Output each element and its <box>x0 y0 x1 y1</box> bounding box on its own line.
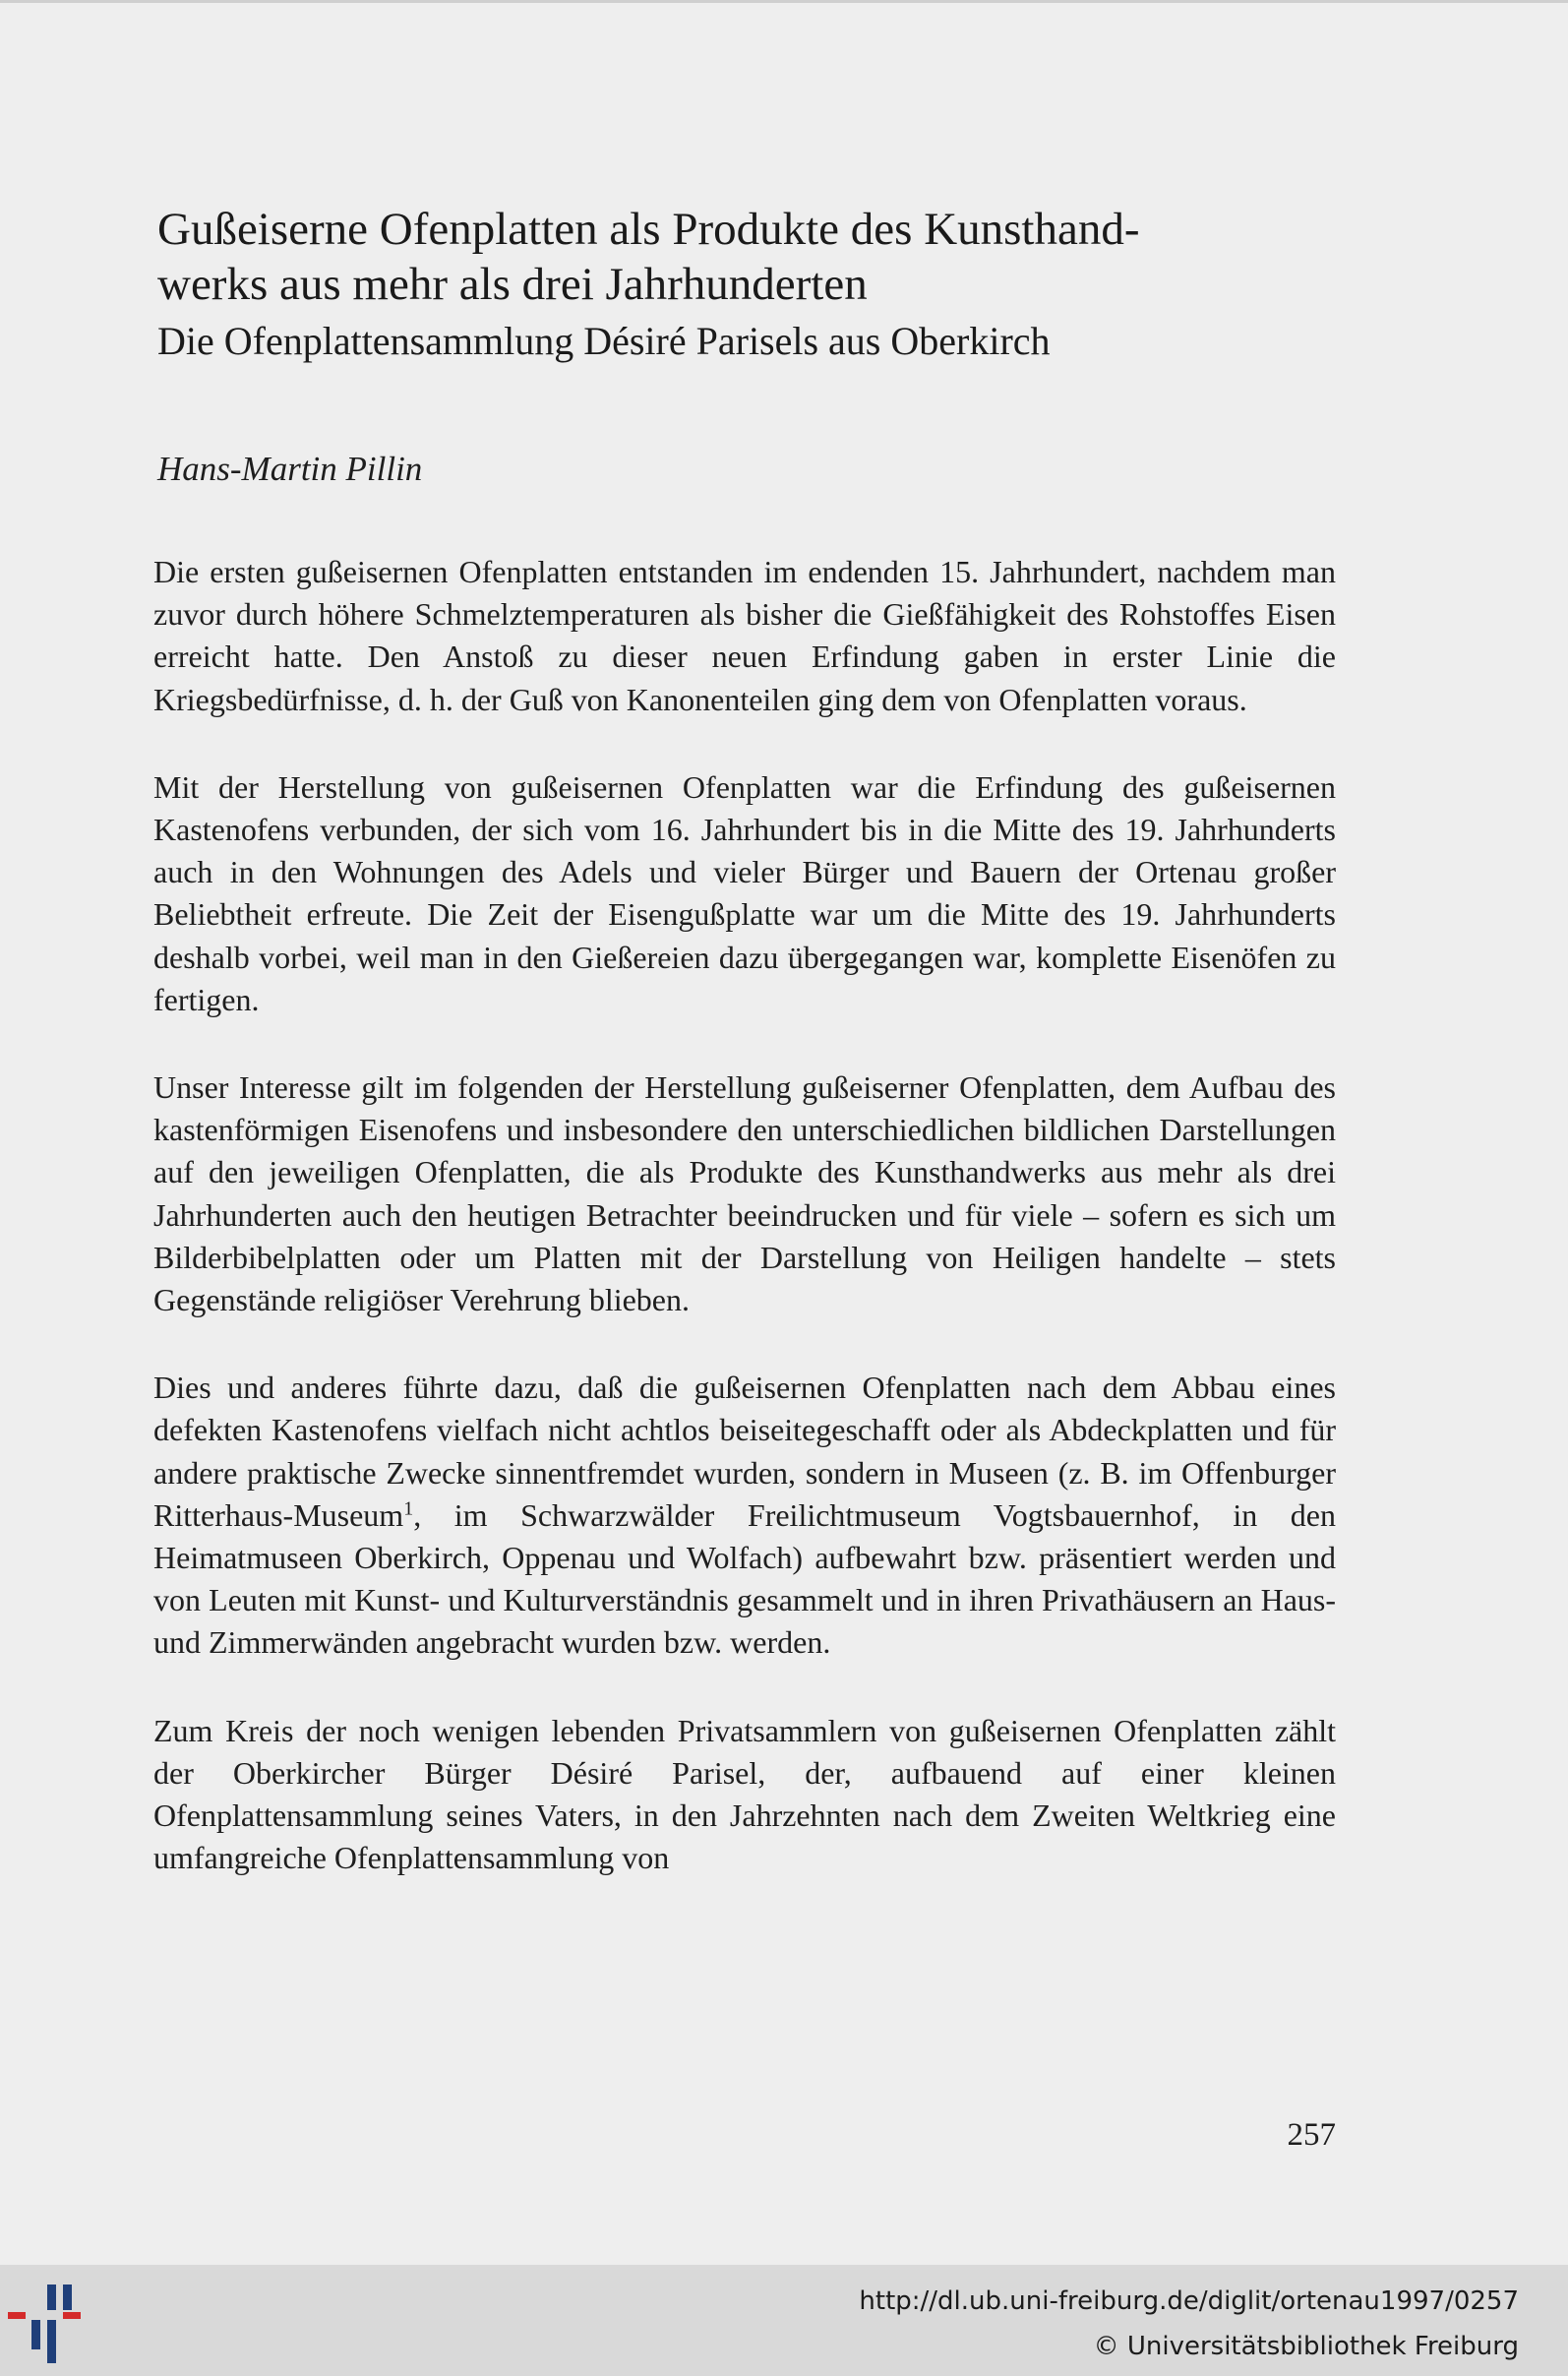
paragraph-1: Die ersten gußeisernen Ofenplatten entstanden im endenden 15. Jahrhundert, nachdem man zuvor durch höhere Schmelztemperaturen als bisher die Gießfähigkeit des Rohstoffes Eisen erreicht hatte. Den Anstoß zu dieser neuen Erfindung gaben in erster Linie die Kriegsbedürfnisse, d. h. der Guß von Kanonenteilen ging dem von Ofenplatten voraus. <box>153 554 1336 717</box>
article-author: Hans-Martin Pillin <box>157 450 423 488</box>
article-title <box>157 202 1338 312</box>
paragraph-5: Zum Kreis der noch wenigen lebenden Privatsammlern von gußeisernen Ofenplatten zählt der Oberkircher Bürger Désiré Parisel, der, aufbauend auf einer kleinen Ofenplattensammlung seines Vaters, in den Jahrzehnten nach dem Zweiten Weltkrieg eine umfangreiche Ofenplattensammlung von <box>153 1712 1336 1876</box>
paragraph-3: Unser Interesse gilt im folgenden der Herstellung gußeiserner Ofenplatten, dem Aufbau des kastenförmigen Eisenofens und insbesondere den unterschiedlichen bildlichen Darstellungen auf den jeweiligen Ofenplatten, die als Produkte des Kunsthandwerks aus mehr als drei Jahrhunderten auch den heutigen Betrachter beeindrucken und für viele – sofern es sich um Bilderbibelplatten oder um Platten mit der Darstellung von Heiligen handelte – stets Gegenstände religiöser Verehrung blieben. <box>153 1069 1336 1318</box>
title-line-2: werks aus mehr als drei Jahrhunderten <box>157 259 868 310</box>
permalink-url[interactable]: http://dl.ub.uni-freiburg.de/diglit/ortenau1997/0257 <box>859 2286 1519 2316</box>
page-number: 257 <box>1287 2117 1336 2153</box>
page-top-edge <box>0 0 1568 3</box>
article-header <box>157 202 1338 369</box>
paragraph-4 <box>153 1367 1336 1664</box>
article-body <box>153 551 1336 1924</box>
copyright-notice: © Universitätsbibliothek Freiburg <box>1093 2332 1519 2361</box>
ub-freiburg-logo-icon[interactable] <box>4 2279 102 2369</box>
paragraph-4-part-2: , im Schwarzwälder Freilichtmuseum Vogtsbauernhof, in den Heimatmuseen Oberkirch, Oppenau und Wolfach) aufbewahrt bzw. präsentiert werden und von Leuten mit Kunst- und Kulturverständnis gesammelt und in ihren Privathäusern an Haus- und Zimmerwänden angebracht wurden bzw. werden. <box>153 1496 1336 1661</box>
paragraph-2: Mit der Herstellung von gußeisernen Ofenplatten war die Erfindung des gußeisernen Kastenofens verbunden, der sich vom 16. Jahrhundert bis in die Mitte des 19. Jahrhunderts auch in den Wohnungen des Adels und vieler Bürger und Bauern der Ortenau großer Beliebtheit erfreute. Die Zeit der Eisengußplatte war um die Mitte des 19. Jahrhunderts deshalb vorbei, weil man in den Gießereien dazu übergegangen war, komplette Eisenöfen zu fertigen. <box>153 768 1336 1017</box>
viewer-footer <box>0 2265 1568 2376</box>
footnote-marker-1[interactable]: 1 <box>403 1497 414 1520</box>
title-line-1: Gußeiserne Ofenplatten als Produkte des Kunsthand- <box>157 204 1140 255</box>
paragraph-4-part-1: Dies und anderes führte dazu, daß die gußeisernen Ofenplatten nach dem Abbau eines defekten Kastenofens vielfach nicht achtlos beiseitegeschafft oder als Abdeckplatten und für andere praktische Zwecke sinnentfremdet wurden, sondern in Museen (z. B. im Offenburger Ritterhaus-Museum <box>153 1370 1336 1533</box>
article-subtitle: Die Ofenplattensammlung Désiré Parisels aus Oberkirch <box>157 319 1051 363</box>
